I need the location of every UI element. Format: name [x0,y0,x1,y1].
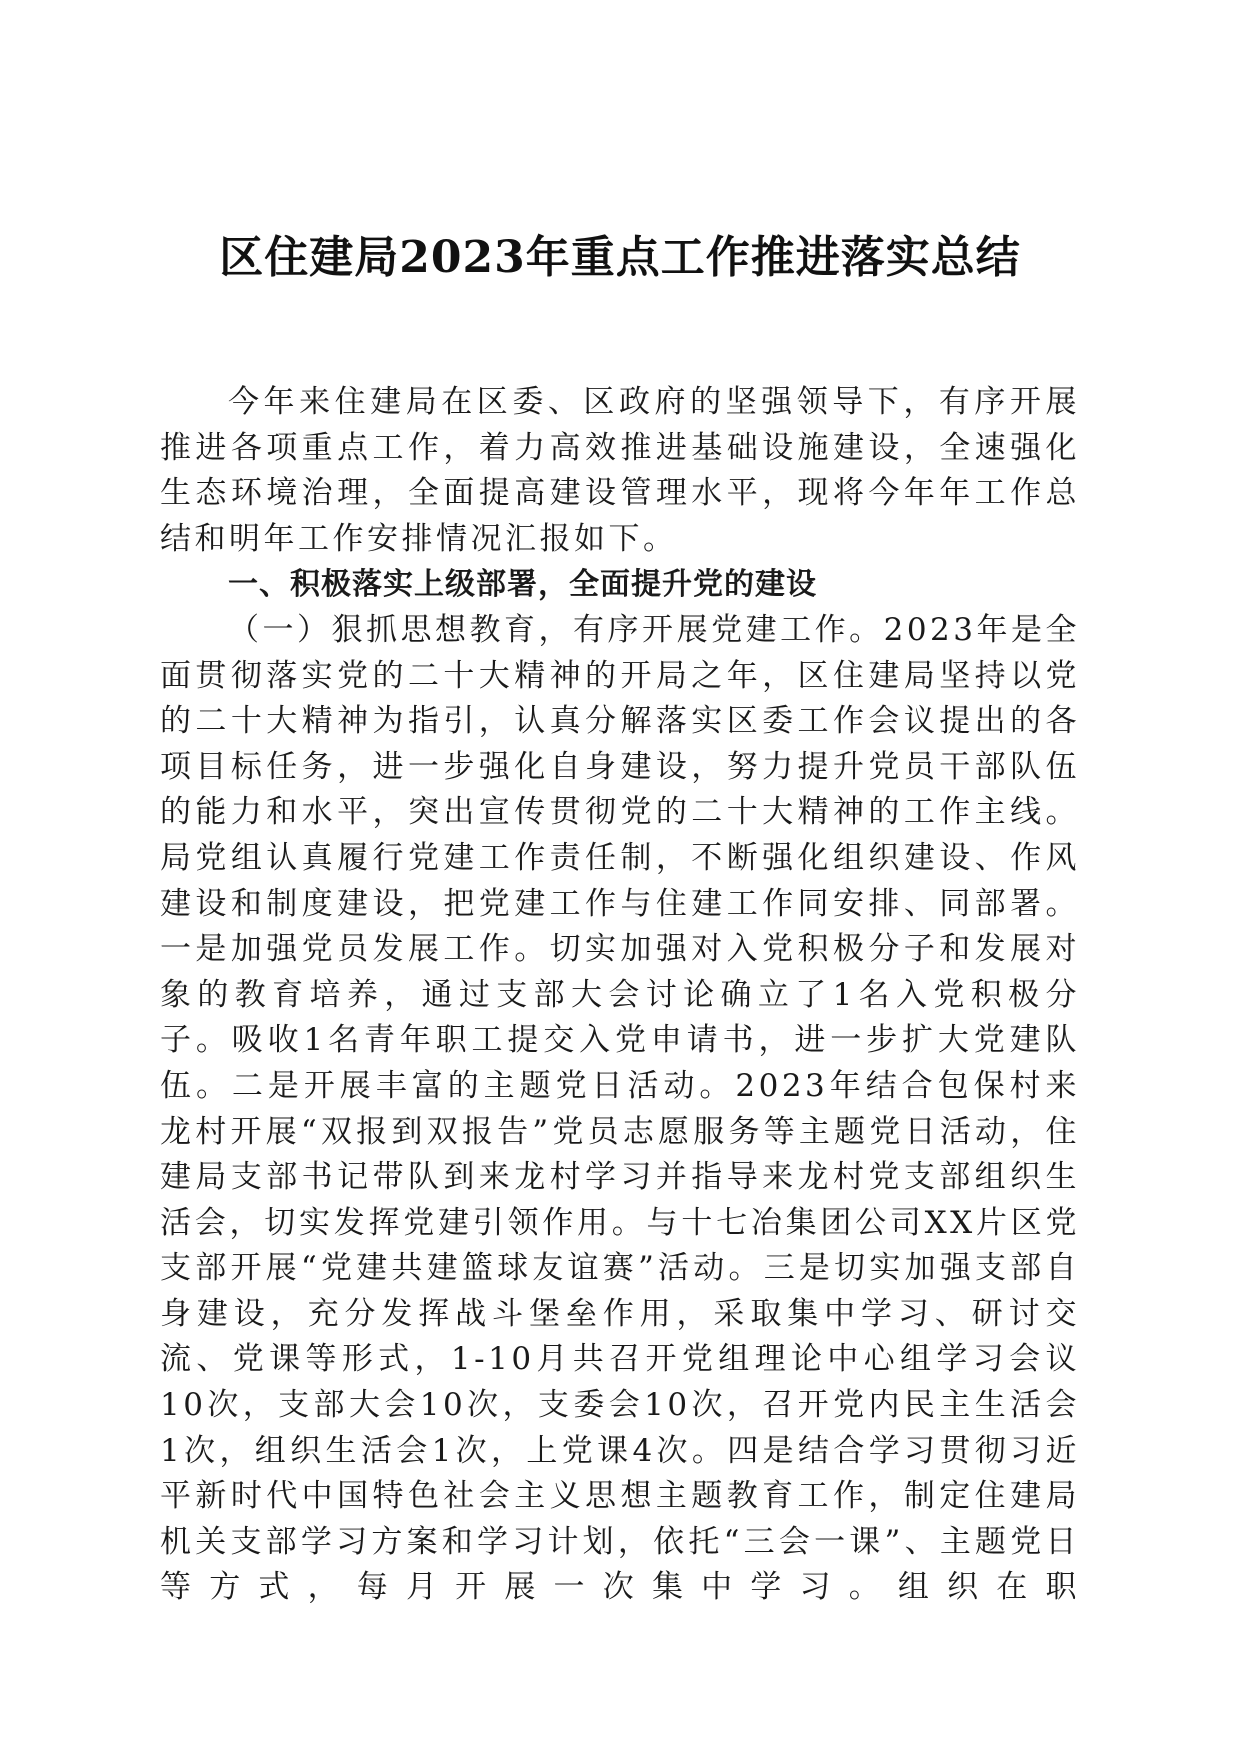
section-1-paragraph-1: （一）狠抓思想教育，有序开展党建工作。2023年是全面贯彻落实党的二十大精神的开局之年，区住建局坚持以党的二十大精神为指引，认真分解落实区委工作会议提出的各项目标任务，进一步强化自身建设，努力提升党员干部队伍的能力和水平，突出宣传贯彻党的二十大精神的工作主线。局党组认真履行党建工作责任制，不断强化组织建设、作风建设和制度建设，把党建工作与住建工作同安排、同部署。一是加强党员发展工作。切实加强对入党积极分子和发展对象的教育培养，通过支部大会讨论确立了1名入党积极分子。吸收1名青年职工提交入党申请书，进一步扩大党建队伍。二是开展丰富的主题党日活动。2023年结合包保村来龙村开展“双报到双报告”党员志愿服务等主题党日活动，住建局支部书记带队到来龙村学习并指导来龙村党支部组织生活会，切实发挥党建引领作用。与十七冶集团公司XX片区党支部开展“党建共建篮球友谊赛”活动。三是切实加强支部自身建设，充分发挥战斗堡垒作用，采取集中学习、研讨交流、党课等形式，1-10月共召开党组理论中心组学习会议10次，支部大会10次，支委会10次，召开党内民主生活会1次，组织生活会1次，上党课4次。四是结合学习贯彻习近平新时代中国特色社会主义思想主题教育工作，制定住建局机关支部学习方案和学习计划，依托“三会一课”、主题党日等方式，每月开展一次集中学习。组织在职 [160,611,1080,1606]
document-title: 区住建局2023年重点工作推进落实总结 [219,232,1021,283]
document-body [160,380,1080,1611]
section-1-heading: 一、积极落实上级部署，全面提升党的建设 [228,567,817,603]
intro-paragraph: 今年来住建局在区委、区政府的坚强领导下，有序开展推进各项重点工作，着力高效推进基础设施建设，全速强化生态环境治理，全面提高建设管理水平，现将今年年工作总结和明年工作安排情况汇报如下。 [160,384,1080,557]
